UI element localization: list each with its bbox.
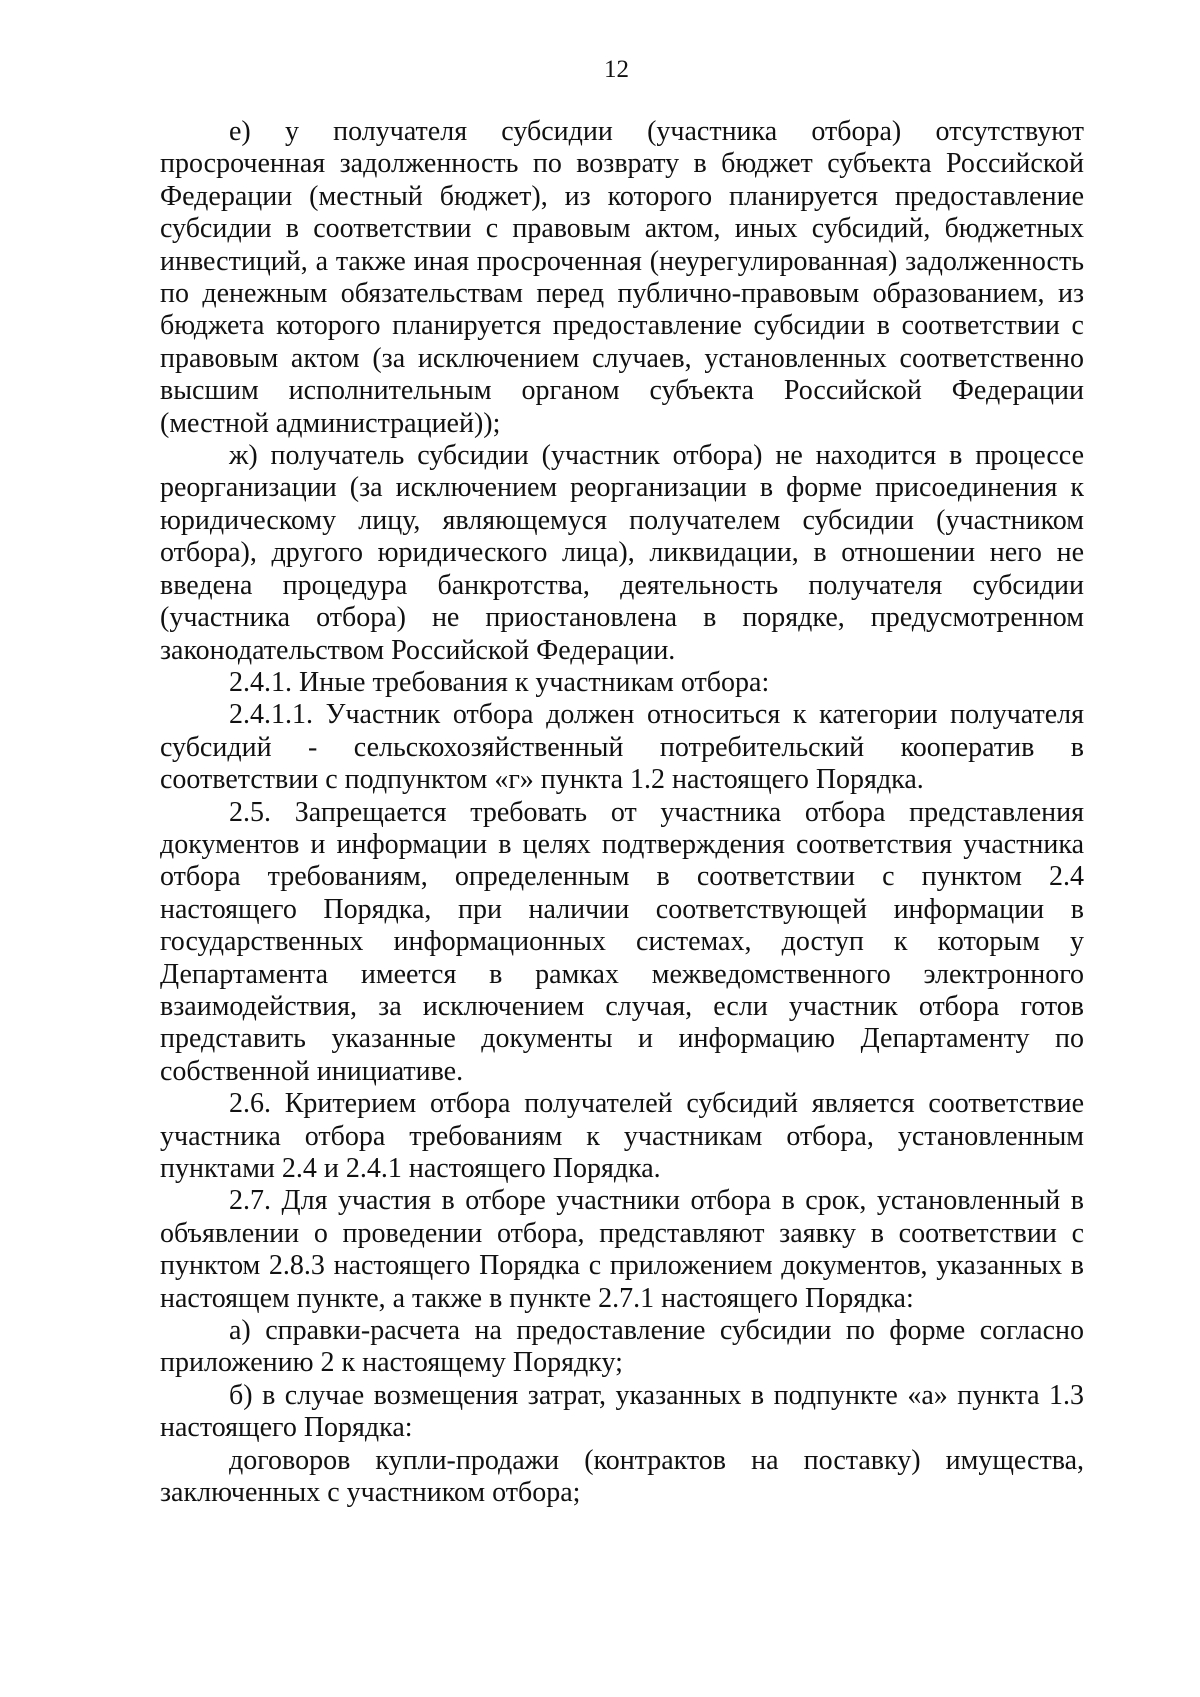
- paragraph-a: а) справки-расчета на предоставление субсидии по форме согласно приложению 2 к настоящему Порядку;: [160, 1315, 1084, 1379]
- paragraph-2-4-1: 2.4.1. Иные требования к участникам отбора:: [229, 666, 770, 698]
- paragraph-e: е) у получателя субсидии (участника отбора) отсутствуют просроченная задолженность по возврату в бюджет субъекта Российской Федерации (местный бюджет), из которого планируется предоставление субсидии в соответствии с правовым актом, иных субсидий, бюджетных инвестиций, а также иная просроченная (неурегулированная) задолженность по денежным обязательствам перед публично-правовым образованием, из бюджета которого планируется предоставление субсидии в соответствии с правовым актом (за исключением случаев, установленных соответственно высшим исполнительным органом субъекта Российской Федерации (местной администрацией));: [160, 116, 1084, 439]
- paragraph-zh: ж) получатель субсидии (участник отбора) не находится в процессе реорганизации (за исключением реорганизации в форме присоединения к юридическому лицу, являющемуся получателем субсидии (участником отбора), другого юридического лица), ликвидации, в отношении него не введена процедура банкротства, деятельность получателя субсидии (участника отбора) не приостановлена в порядке, предусмотренном законодательством Российской Федерации.: [160, 440, 1084, 666]
- paragraph-contracts: договоров купли-продажи (контрактов на поставку) имущества, заключенных с участником отбора;: [160, 1444, 1084, 1509]
- paragraph-2-7: 2.7. Для участия в отборе участники отбора в срок, установленный в объявлении о проведении отбора, представляют заявку в соответствии с пунктом 2.8.3 настоящего Порядка с приложением документов, указанных в настоящем пункте, а также в пункте 2.7.1 настоящего Порядка:: [160, 1185, 1084, 1314]
- paragraph-2-6: 2.6. Критерием отбора получателей субсидий является соответствие участника отбора требованиям к участникам отбора, установленным пунктами 2.4 и 2.4.1 настоящего Порядка.: [160, 1088, 1084, 1184]
- paragraph-b: б) в случае возмещения затрат, указанных в подпункте «а» пункта 1.3 настоящего Порядка:: [160, 1379, 1084, 1444]
- paragraph-2-5: 2.5. Запрещается требовать от участника отбора представления документов и информации в целях подтверждения соответствия участника отбора требованиям, определенным в соответствии с пунктом 2.4 настоящего Порядка, при наличии соответствующей информации в государственных информационных системах, доступ к которым у Департамента имеется в рамках межведомственного электронного взаимодействия, за исключением случая, если участник отбора готов представить указанные документы и информацию Департаменту по собственной инициативе.: [160, 796, 1084, 1087]
- document-body: [160, 116, 1084, 1509]
- page-number: 12: [604, 56, 629, 83]
- paragraph-2-4-1-1: 2.4.1.1. Участник отбора должен относиться к категории получателя субсидий - сельскохозяйственный потребительский кооператив в соответствии с подпунктом «г» пункта 1.2 настоящего Порядка.: [160, 699, 1084, 796]
